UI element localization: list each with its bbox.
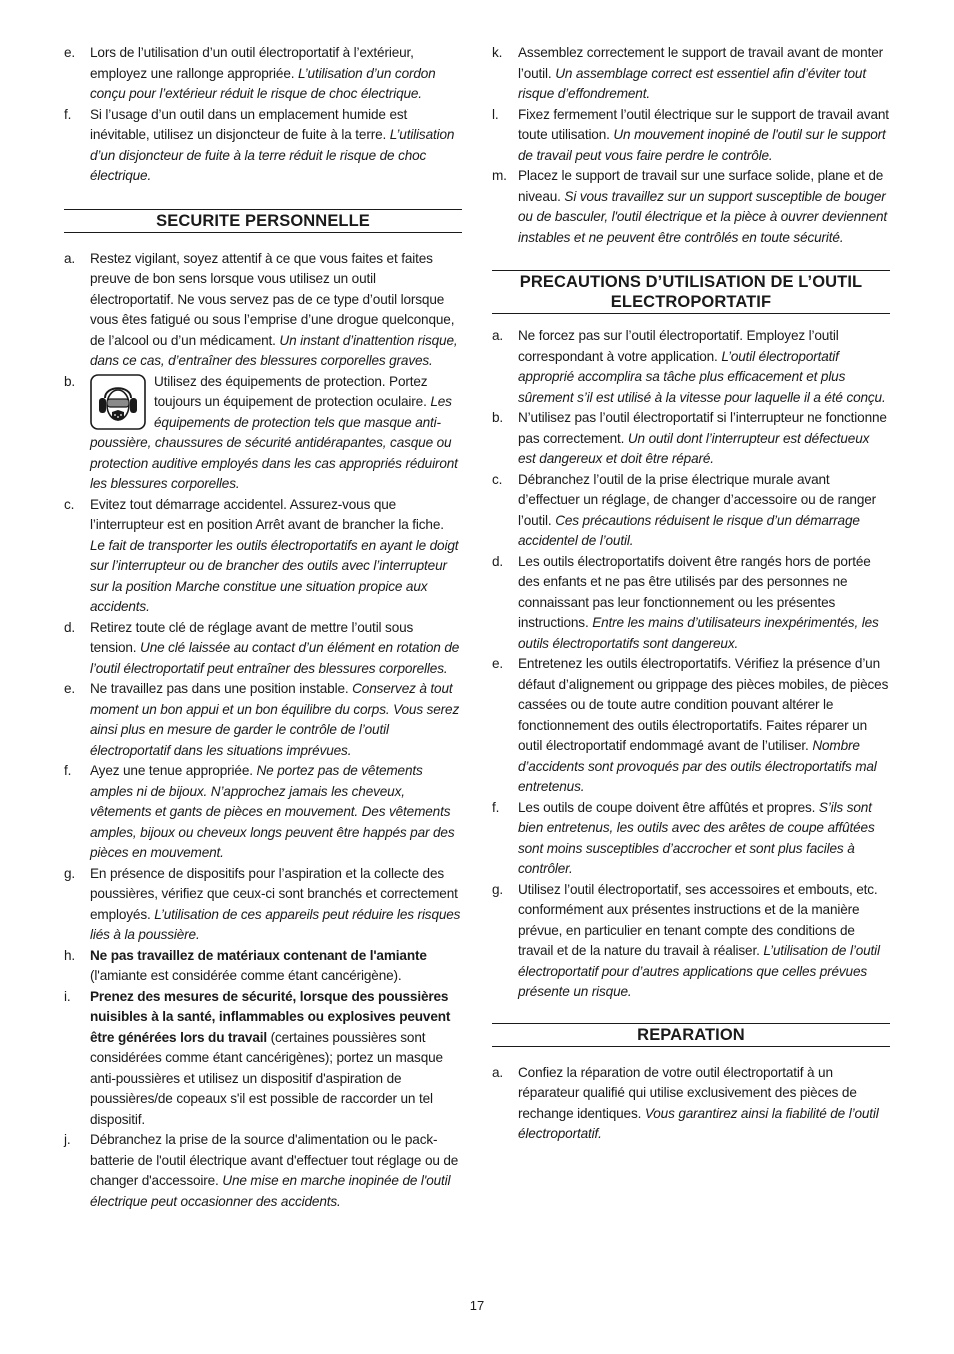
item-bold-text: Ne pas travaillez de matériaux contenant de l'amiante	[90, 947, 427, 963]
item-label: a.	[492, 1064, 504, 1080]
list-item-f	[492, 798, 890, 880]
list-item-e	[64, 679, 462, 761]
item-bold-text: Prenez des mesures de sécurité, lorsque des poussières nuisibles à la santé, inflammables ou explosives peuvent être générées lors du travail	[90, 988, 451, 1045]
section-title: REPARATION	[637, 1025, 745, 1044]
item-label: g.	[64, 865, 76, 881]
item-text: Lors de l’utilisation d’un outil électroportatif à l’extérieur, employez une rallonge appropriée.	[90, 45, 414, 81]
item-text: Débranchez l’outil de la prise électrique murale avant d’effectuer un réglage, de changer d’accessoire ou de ranger l’outil.	[518, 471, 877, 528]
list-item-b	[64, 372, 462, 495]
section-heading-repair	[492, 1023, 890, 1047]
right-column	[492, 43, 890, 1145]
item-label: b.	[492, 410, 504, 425]
item-text: Assemblez correctement le support de travail avant de monter l’outil.	[518, 45, 884, 81]
list-item-d	[64, 618, 462, 680]
item-label: a.	[64, 250, 76, 266]
list-item-l	[492, 105, 890, 167]
list-item-g	[64, 864, 462, 946]
item-italic-text: Conservez à tout moment un bon appui et un bon équilibre du corps. Vous serez ainsi plus en mesure de garder le contrôle de l’outil électroportatif dans les situations imprévues.	[90, 681, 460, 758]
list-item-a	[492, 326, 890, 408]
item-text: Utilisez des équipements de protection. Portez toujours un équipement de protection oculaire.	[154, 373, 431, 409]
item-italic-text: Ces précautions réduisent le risque d’un démarrage accidentel de l’outil.	[518, 512, 860, 548]
item-label: m.	[492, 168, 507, 183]
item-text: N’utilisez pas l’outil électroportatif si l’interrupteur ne fonctionne pas correctement.	[518, 410, 887, 446]
item-italic-text: L’utilisation d’un disjoncteur de fuite à la terre réduit le risque de choc électrique.	[90, 127, 455, 183]
list-item-c	[64, 495, 462, 618]
list-item-b	[492, 408, 890, 470]
item-label: c.	[64, 496, 75, 512]
item-text: Les outils de coupe doivent être affûtés et propres.	[518, 799, 819, 815]
list-item-e	[64, 43, 462, 105]
item-text: Fixez fermement l’outil électrique sur le support de travail avant toute utilisation.	[518, 106, 889, 142]
page-number: 17	[469, 1298, 485, 1313]
item-text: Ayez une tenue appropriée.	[90, 763, 257, 778]
list-item-f	[64, 761, 462, 864]
item-text: Retirez toute clé de réglage avant de mettre l’outil sous tension.	[90, 619, 414, 655]
item-label: a.	[492, 328, 504, 343]
item-label: g.	[492, 881, 504, 897]
list-item-c	[492, 470, 890, 552]
item-italic-text: Les équipements de protection tels que masque anti-poussière, chaussures de sécurité antidérapantes, casque ou protection auditive employés dans les cas appropriés réduiront les blessures corporelles.	[90, 394, 458, 491]
item-text: Si l’usage d’un outil dans un emplacement humide est inévitable, utilisez un disjoncteur de fuite à la terre.	[90, 106, 408, 142]
list-item-k	[492, 43, 890, 105]
item-italic-text: Une clé laissée au contact d’un élément en rotation de l’outil électroportatif peut entraîner des blessures corporelles.	[90, 640, 460, 676]
item-text: Utilisez l’outil électroportatif, ses accessoires et embouts, etc. conformément aux présentes instructions et de la manière prévue, en particulier en tenant compte des conditions de travail et de la nature du travail à réaliser.	[518, 881, 878, 958]
list-item-e	[492, 654, 890, 798]
item-italic-text: L’outil électroportatif approprié accomplira sa tâche plus efficacement et plus sûrement s’il est utilisé à la vitesse pour laquelle il a été conçu.	[518, 348, 886, 405]
list-item-f	[64, 105, 462, 187]
item-italic-text: Entre les mains d’utilisateurs inexpérimentés, les outils électroportatifs sont dangereux.	[518, 615, 879, 651]
item-italic-text: Un outil dont l’interrupteur est défectueux est dangereux et doit être réparé.	[518, 430, 870, 466]
item-label: f.	[64, 106, 72, 122]
item-label: b.	[64, 373, 76, 389]
item-italic-text: Nombre d’accidents sont provoqués par des outils électroportatifs mal entretenus.	[518, 738, 877, 794]
section-heading-personal-safety	[64, 209, 462, 233]
section-title: SECURITE PERSONNELLE	[156, 211, 370, 230]
list-item-a	[64, 249, 462, 372]
item-label: k.	[492, 45, 503, 60]
item-italic-text: L’utilisation de l’outil électroportatif pour d’autres applications que celles prévues présente un risque.	[518, 943, 880, 999]
item-label: d.	[64, 619, 76, 635]
item-italic-text: Une mise en marche inopinée de l'outil électrique peut occasionner des accidents.	[90, 1173, 451, 1209]
list-item-a	[492, 1063, 890, 1145]
item-label: f.	[492, 799, 500, 815]
section-heading-tool-precautions	[492, 270, 890, 314]
item-text: Confiez la réparation de votre outil électroportatif à un réparateur qualifié qui utilise exclusivement des pièces de rechange identiques.	[518, 1064, 857, 1121]
item-italic-text: Le fait de transporter les outils électroportatifs en ayant le doigt sur l’interrupteur ou de brancher des outils avec l’interrupteur sur la position Marche constitue une situation propice aux accidents.	[90, 537, 459, 614]
item-text: Entretenez les outils électroportatifs. Vérifiez la présence d’un défaut d’alignement ou grippage des pièces mobiles, de pièces cassées ou de toute autre condition pouvant altérer le fonctionnement des outils électroportatifs. Faites réparer un outil électroportatif endommagé avant de l’utiliser.	[518, 656, 889, 753]
item-italic-text: L’utilisation d’un cordon conçu pour l’extérieur réduit le risque de choc électrique.	[90, 65, 436, 101]
item-text: Débranchez la prise de la source d'alimentation ou le pack-batterie de l'outil électrique avant d'effectuer tout réglage ou de changer d'accessoire.	[90, 1132, 459, 1188]
item-label: j.	[64, 1132, 71, 1147]
item-label: i.	[64, 988, 71, 1004]
item-italic-text: S’ils sont bien entretenus, les outils avec des arêtes de coupe affûtées sont moins susceptibles d’accrocher et sont plus faciles à contrôler.	[518, 799, 875, 876]
item-text: Restez vigilant, soyez attentif à ce que vous faites et faites preuve de bon sens lorsque vous utilisez un outil électroportatif. Ne vous servez pas de ce type d’outil lorsque vous êtes fatigué ou sous l’emprise d’une drogue quelconque, de l’alcool ou d’un médicament.	[90, 250, 455, 348]
list-item-g	[492, 880, 890, 1003]
item-italic-text: Un mouvement inopiné de l'outil sur le support de travail peut vous faire perdre le contrôle.	[518, 127, 886, 163]
item-text: (certaines poussières sont considérées comme étant cancérigènes); portez un masque anti-poussières et utilisez un dispositif d'aspiration de poussières/de copeaux s'il est possible de raccorder un tel dispositif.	[90, 1029, 443, 1127]
item-label: e.	[64, 45, 76, 60]
item-text: Ne forcez pas sur l’outil électroportatif. Employez l’outil correspondant à votre application.	[518, 328, 839, 364]
list-item-i	[64, 987, 462, 1131]
item-text: Evitez tout démarrage accidentel. Assurez-vous que l’interrupteur est en position Arrêt avant de brancher la fiche.	[90, 496, 444, 532]
item-label: d.	[492, 553, 504, 569]
item-label: f.	[64, 763, 72, 778]
item-label: c.	[492, 471, 503, 487]
item-text: Ne travaillez pas dans une position instable.	[90, 681, 353, 696]
list-item-j	[64, 1130, 462, 1212]
list-item-m	[492, 166, 890, 248]
item-text: Les outils électroportatifs doivent être rangés hors de portée des enfants et ne pas être utilisés par des personnes ne connaissant pas leur fonctionnement ou les présentes instructions.	[518, 553, 871, 630]
item-text: En présence de dispositifs pour l’aspiration et la collecte des poussières, vérifiez que ceux-ci sont branchés et correctement employés.	[90, 865, 458, 922]
item-italic-text: Un assemblage correct est essentiel afin d’éviter tout risque d’effondrement.	[518, 65, 866, 101]
item-label: e.	[64, 681, 76, 696]
left-column	[64, 43, 462, 1212]
item-italic-text: Si vous travaillez sur un support susceptible de bouger ou de basculer, l'outil électrique et la pièce à ouvrer deviennent instables et ne peuvent être contrôlés en toute sécurité.	[518, 188, 888, 245]
item-text: (l'amiante est considérée comme étant cancérigène).	[90, 968, 402, 983]
item-label: e.	[492, 656, 504, 671]
item-text: Placez le support de travail sur une surface solide, plane et de niveau.	[518, 168, 884, 204]
list-item-d	[492, 552, 890, 655]
section-title-line2: ELECTROPORTATIF	[610, 293, 772, 311]
item-italic-text: Ne portez pas de vêtements amples ni de bijoux. N’approchez jamais les cheveux, vêtements et gants de pièces en mouvement. Des vêtements amples, bijoux ou cheveux longs peuvent être happés par des pièces en mouvement.	[90, 763, 455, 860]
item-label: l.	[492, 106, 499, 122]
item-label: h.	[64, 947, 76, 963]
item-italic-text: Vous garantirez ainsi la fiabilité de l’outil électroportatif.	[518, 1105, 879, 1141]
safety-goggles-icon	[90, 374, 146, 430]
item-italic-text: L’utilisation de ces appareils peut réduire les risques liés à la poussière.	[90, 906, 461, 942]
list-item-h	[64, 946, 462, 987]
item-italic-text: Un instant d’inattention risque, dans ce cas, d’entraîner des blessures corporelles graves.	[90, 332, 458, 368]
section-title-line1: PRECAUTIONS D’UTILISATION DE L’OUTIL	[519, 273, 863, 291]
